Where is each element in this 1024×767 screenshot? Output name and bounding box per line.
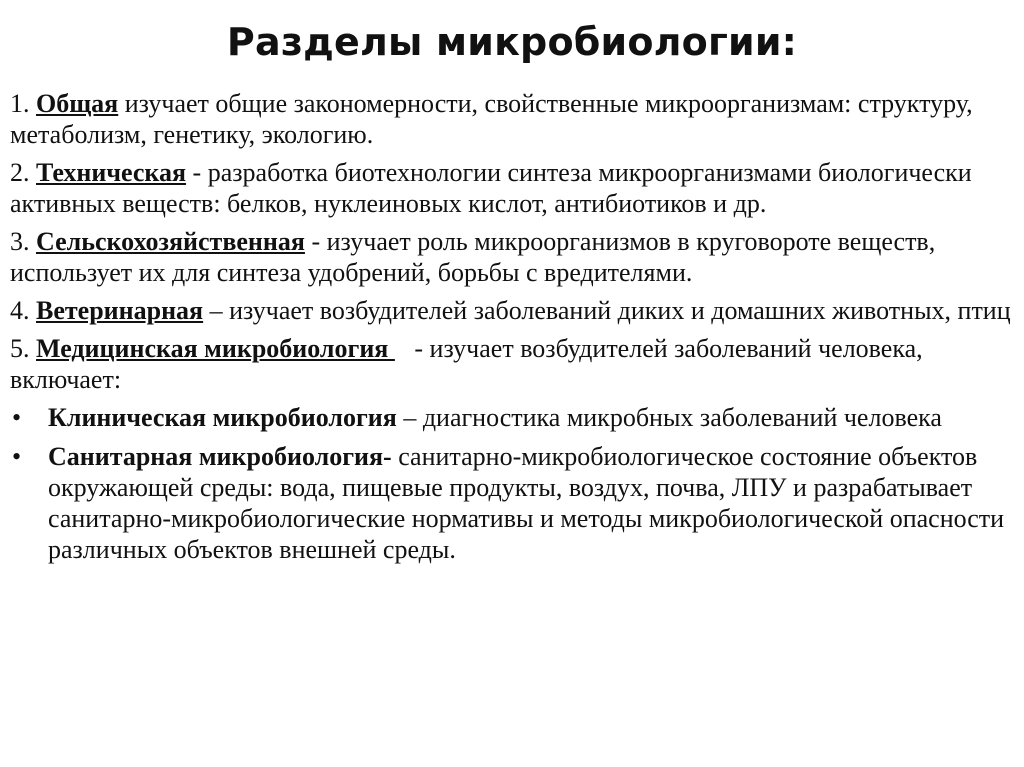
item-term: Медицинская микробиология <box>36 334 395 363</box>
subsection-sanitary <box>10 441 1014 565</box>
section-item-agricultural <box>10 226 1014 288</box>
section-item-veterinary <box>10 295 1014 326</box>
subsection-separator: – <box>396 403 423 432</box>
item-description: изучает роль микроорганизмов в круговороте веществ, использует их для синтеза удобрений, борьбы с вредителями. <box>10 227 936 287</box>
section-item-general <box>10 88 1014 150</box>
item-description: изучает возбудителей заболеваний диких и домашних животных, птиц <box>229 296 1011 325</box>
item-separator: - <box>304 227 327 256</box>
subsection-description: диагностика микробных заболеваний человека <box>422 403 942 432</box>
item-number: 5. <box>10 334 30 363</box>
subsection-clinical <box>10 402 1014 433</box>
slide-title: Разделы микробиологии: <box>226 20 798 64</box>
item-description: изучает возбудителей заболеваний человека, включает: <box>10 334 923 394</box>
subsection-term: Санитарная микробиология- <box>48 442 392 471</box>
item-number: 1. <box>10 89 30 118</box>
item-term: Общая <box>36 89 119 118</box>
item-term: Ветеринарная <box>36 296 204 325</box>
subsection-description: санитарно-микробиологическое состояние объектов окружающей среды: вода, пищевые продукты, воздух, почва, ЛПУ и разрабатывает санитарно-микробиологические нормативы и методы микробиологической опасности различных объектов внешней среды. <box>48 442 1005 564</box>
item-number: 4. <box>10 296 30 325</box>
content-body <box>10 88 1014 573</box>
section-item-medical <box>10 333 1014 395</box>
section-item-technical <box>10 157 1014 219</box>
item-description: изучает общие закономерности, свойственные микроорганизмам: структуру, метаболизм, генетику, экологию. <box>10 89 973 149</box>
subsection-term: Клиническая микробиология <box>48 403 397 432</box>
item-description: разработка биотехнологии синтеза микроорганизмами биологически активных веществ: белков, нуклеиновых кислот, антибиотиков и др. <box>10 158 972 218</box>
item-separator: - <box>394 334 430 363</box>
bullet-icon: • <box>12 403 22 432</box>
item-term: Техническая <box>36 158 187 187</box>
item-number: 2. <box>10 158 30 187</box>
item-number: 3. <box>10 227 30 256</box>
item-separator: – <box>203 296 230 325</box>
item-term: Сельскохозяйственная <box>36 227 305 256</box>
bullet-icon: • <box>12 442 22 471</box>
item-separator: - <box>186 158 208 187</box>
